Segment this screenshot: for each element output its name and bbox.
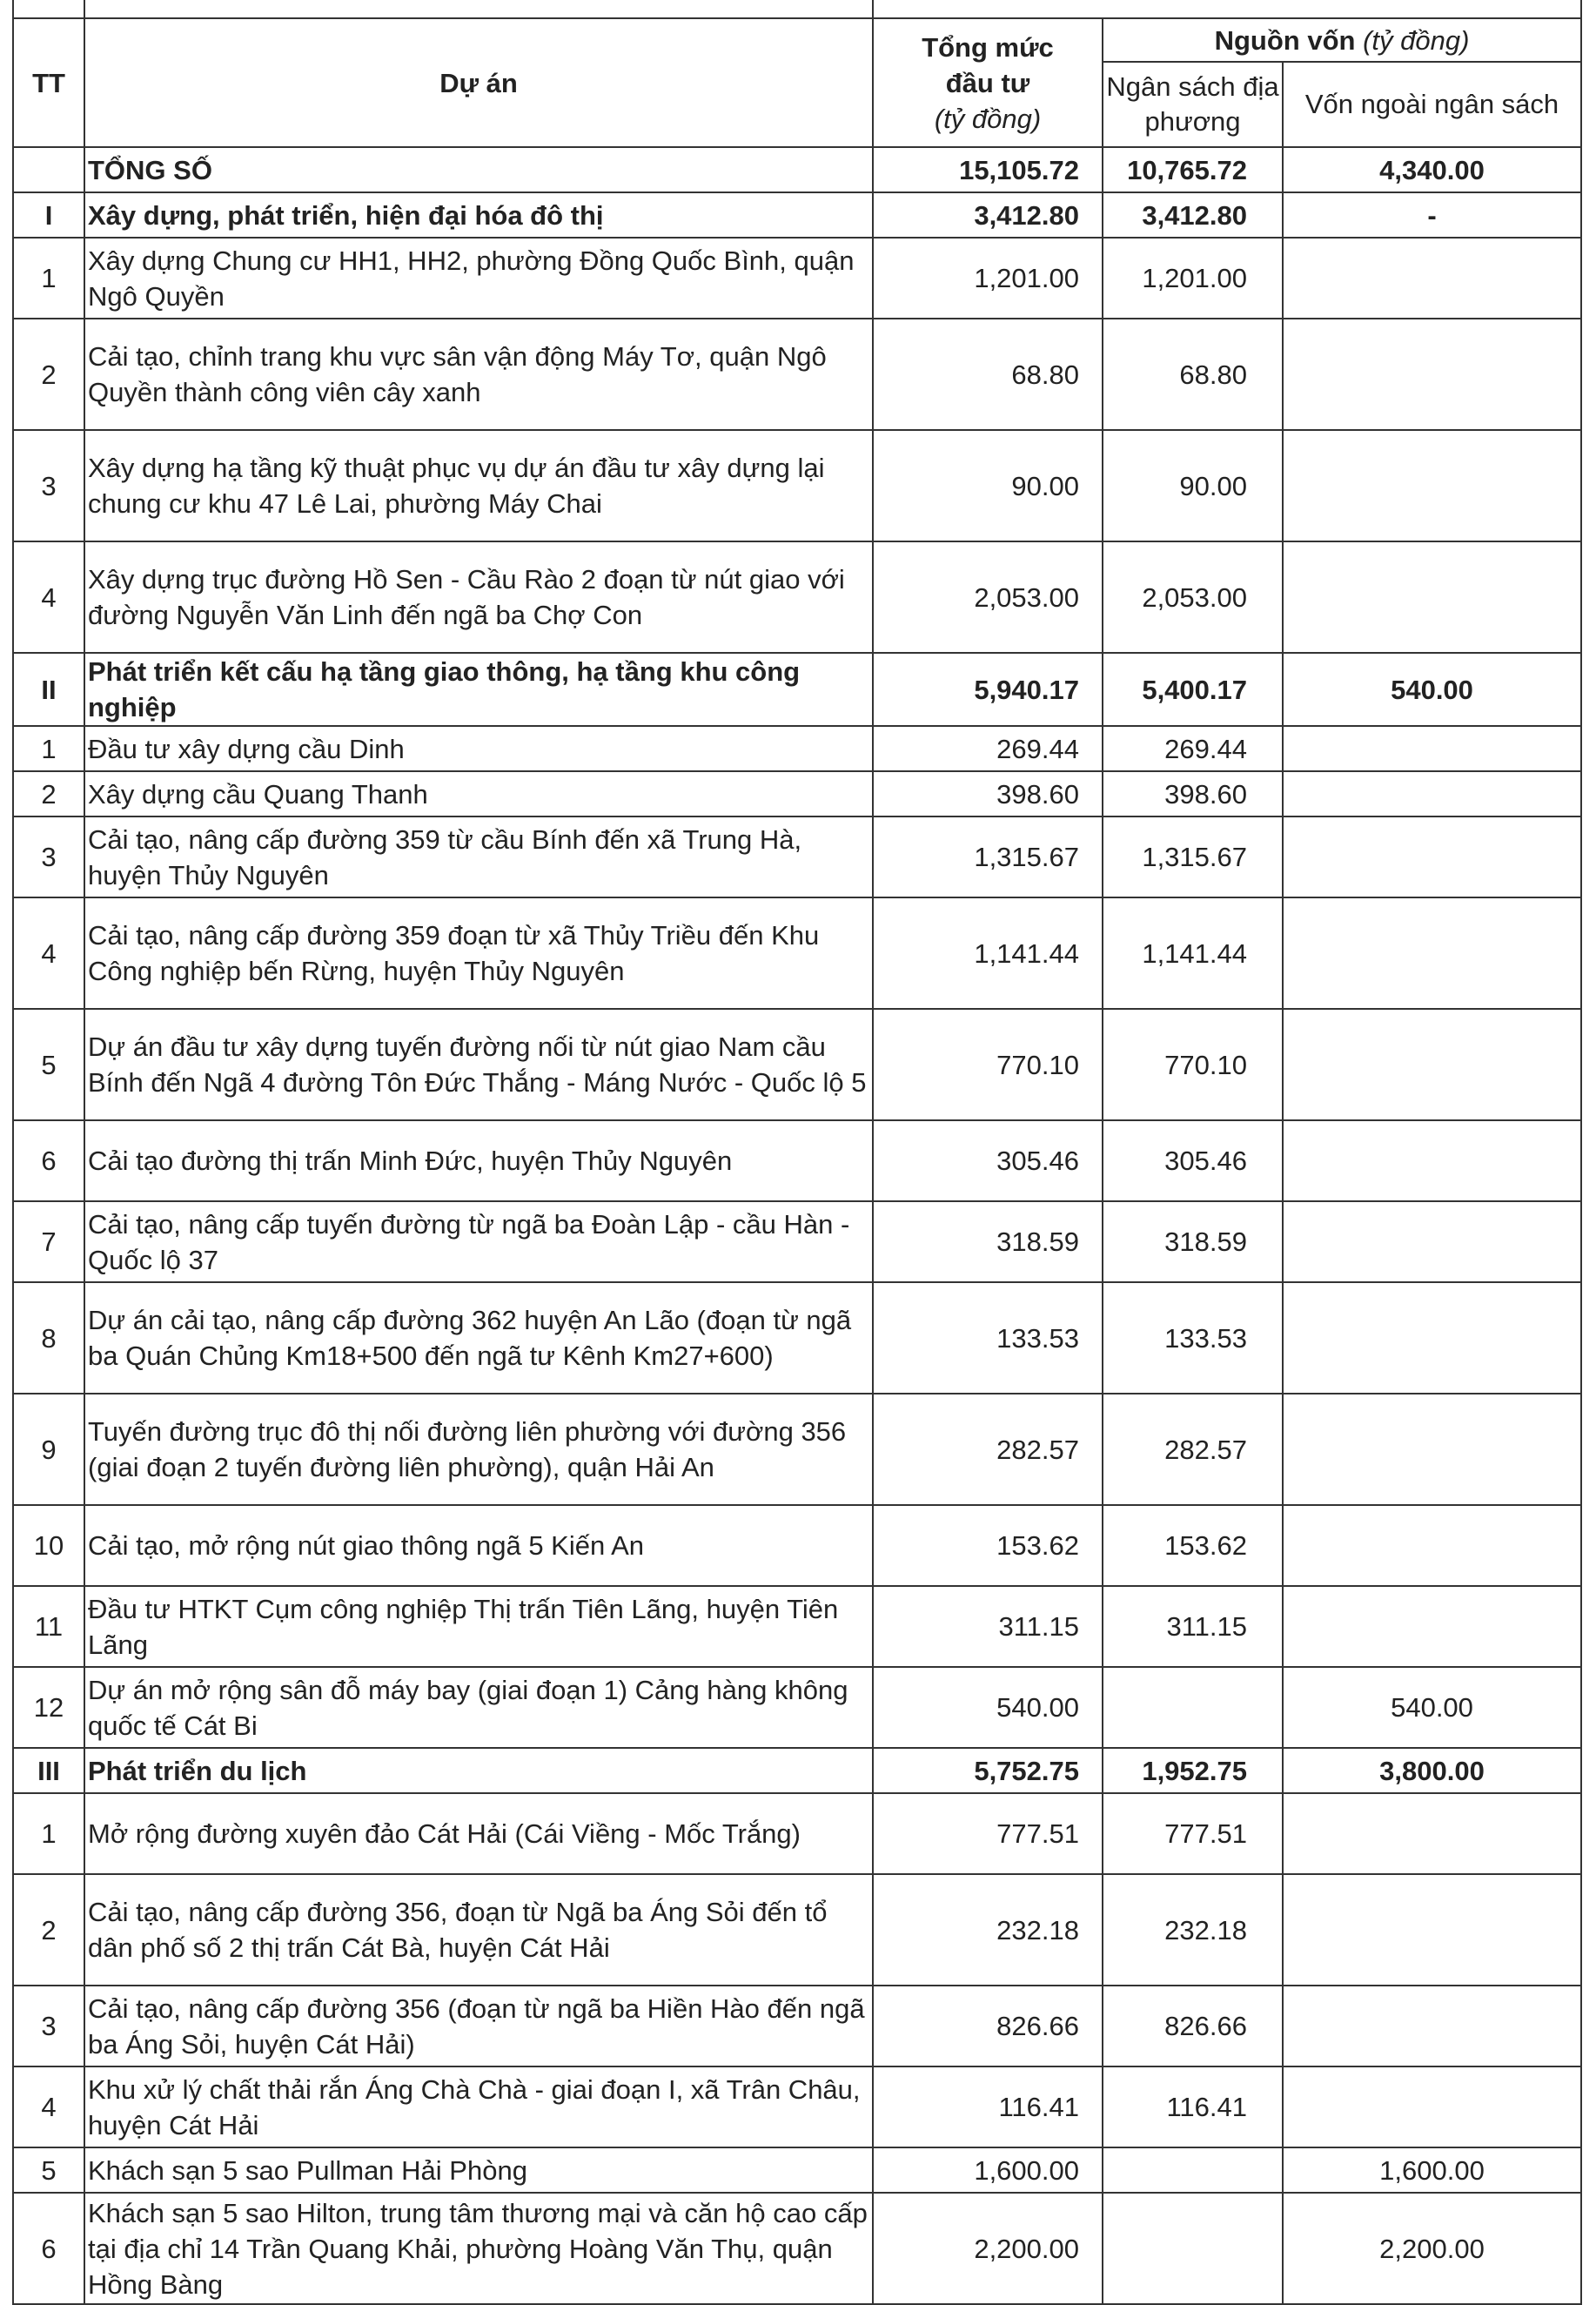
row-local: 90.00 xyxy=(1103,430,1283,541)
row-local: 68.80 xyxy=(1103,319,1283,430)
group-name: Phát triển kết cấu hạ tầng giao thông, hạ tầng khu công nghiệp xyxy=(84,653,873,726)
row-external xyxy=(1283,771,1581,816)
header-total-unit: (tỷ đồng) xyxy=(934,103,1042,134)
row-external xyxy=(1283,1201,1581,1282)
row-tt: 4 xyxy=(13,541,84,653)
group-name: Phát triển du lịch xyxy=(84,1748,873,1793)
row-total: 2,053.00 xyxy=(873,541,1103,653)
row-total: 770.10 xyxy=(873,1009,1103,1120)
row-external xyxy=(1283,238,1581,319)
total-local: 10,765.72 xyxy=(1103,147,1283,192)
row-tt: 3 xyxy=(13,1986,84,2066)
row-local: 1,315.67 xyxy=(1103,816,1283,897)
row-tt: 4 xyxy=(13,2066,84,2147)
row-tt: 8 xyxy=(13,1282,84,1394)
row-project-name: Cải tạo, nâng cấp đường 356 (đoạn từ ngã ba Hiền Hào đến ngã ba Áng Sỏi, huyện Cát Hải) xyxy=(84,1986,873,2066)
row-project-name: Tuyến đường trục đô thị nối đường liên phường với đường 356 (giai đoạn 2 tuyến đường liên phường), quận Hải An xyxy=(84,1394,873,1505)
header-non-budget: Vốn ngoài ngân sách xyxy=(1283,62,1581,147)
total-tt xyxy=(13,147,84,192)
table-row xyxy=(13,541,1581,653)
row-total: 311.15 xyxy=(873,1586,1103,1667)
table-row xyxy=(13,1201,1581,1282)
table-row xyxy=(13,1120,1581,1201)
row-external xyxy=(1283,1986,1581,2066)
group-total: 3,412.80 xyxy=(873,192,1103,238)
row-project-name: Mở rộng đường xuyên đảo Cát Hải (Cái Viềng - Mốc Trắng) xyxy=(84,1793,873,1874)
row-external xyxy=(1283,2066,1581,2147)
row-project-name: Khách sạn 5 sao Hilton, trung tâm thương mại và căn hộ cao cấp tại địa chỉ 14 Trần Quang Khải, phường Hoàng Văn Thụ, quận Hồng Bàng xyxy=(84,2193,873,2304)
row-tt: 12 xyxy=(13,1667,84,1748)
total-label: TỔNG SỐ xyxy=(84,147,873,192)
row-tt: 11 xyxy=(13,1586,84,1667)
group-local: 5,400.17 xyxy=(1103,653,1283,726)
row-external xyxy=(1283,1282,1581,1394)
row-tt: 7 xyxy=(13,1201,84,1282)
table-row xyxy=(13,1793,1581,1874)
table-row xyxy=(13,1586,1581,1667)
total-row xyxy=(13,147,1581,192)
row-total: 1,600.00 xyxy=(873,2147,1103,2193)
row-tt: 6 xyxy=(13,1120,84,1201)
row-external: 2,200.00 xyxy=(1283,2193,1581,2304)
header-total-investment xyxy=(873,18,1103,147)
table-row xyxy=(13,1986,1581,2066)
header-source-label: Nguồn vốn xyxy=(1214,24,1356,56)
row-project-name: Xây dựng trục đường Hồ Sen - Cầu Rào 2 đoạn từ nút giao với đường Nguyễn Văn Linh đến ngã ba Chợ Con xyxy=(84,541,873,653)
row-project-name: Cải tạo, mở rộng nút giao thông ngã 5 Kiến An xyxy=(84,1505,873,1586)
table-row xyxy=(13,1505,1581,1586)
row-project-name: Cải tạo, nâng cấp đường 356, đoạn từ Ngã ba Áng Sỏi đến tổ dân phố số 2 thị trấn Cát Bà, huyện Cát Hải xyxy=(84,1874,873,1986)
row-external xyxy=(1283,816,1581,897)
row-project-name: Xây dựng Chung cư HH1, HH2, phường Đồng Quốc Bình, quận Ngô Quyền xyxy=(84,238,873,319)
row-total: 153.62 xyxy=(873,1505,1103,1586)
row-tt: 2 xyxy=(13,319,84,430)
row-tt: 10 xyxy=(13,1505,84,1586)
row-tt: 5 xyxy=(13,2147,84,2193)
row-external xyxy=(1283,1874,1581,1986)
header-project: Dự án xyxy=(84,18,873,147)
row-project-name: Cải tạo đường thị trấn Minh Đức, huyện Thủy Nguyên xyxy=(84,1120,873,1201)
row-local: 1,201.00 xyxy=(1103,238,1283,319)
row-local: 2,053.00 xyxy=(1103,541,1283,653)
row-project-name: Cải tạo, chỉnh trang khu vực sân vận động Máy Tơ, quận Ngô Quyền thành công viên cây xanh xyxy=(84,319,873,430)
row-total: 1,315.67 xyxy=(873,816,1103,897)
group-external: 540.00 xyxy=(1283,653,1581,726)
group-row xyxy=(13,653,1581,726)
row-total: 269.44 xyxy=(873,726,1103,771)
table-row xyxy=(13,1667,1581,1748)
header-row xyxy=(13,18,1581,62)
row-total: 2,200.00 xyxy=(873,2193,1103,2304)
row-tt: 3 xyxy=(13,430,84,541)
row-external xyxy=(1283,1394,1581,1505)
row-external xyxy=(1283,897,1581,1009)
table-row xyxy=(13,1874,1581,1986)
table-row xyxy=(13,238,1581,319)
row-external xyxy=(1283,1009,1581,1120)
row-local xyxy=(1103,2193,1283,2304)
row-total: 90.00 xyxy=(873,430,1103,541)
row-total: 116.41 xyxy=(873,2066,1103,2147)
row-local: 826.66 xyxy=(1103,1986,1283,2066)
total-external: 4,340.00 xyxy=(1283,147,1581,192)
table-row xyxy=(13,1009,1581,1120)
row-external xyxy=(1283,430,1581,541)
row-total: 68.80 xyxy=(873,319,1103,430)
row-local: 269.44 xyxy=(1103,726,1283,771)
group-total: 5,940.17 xyxy=(873,653,1103,726)
row-tt: 9 xyxy=(13,1394,84,1505)
table-row xyxy=(13,2193,1581,2304)
row-local xyxy=(1103,2147,1283,2193)
row-total: 282.57 xyxy=(873,1394,1103,1505)
row-external xyxy=(1283,319,1581,430)
row-tt: 4 xyxy=(13,897,84,1009)
row-local: 311.15 xyxy=(1103,1586,1283,1667)
row-tt: 1 xyxy=(13,238,84,319)
row-external xyxy=(1283,1120,1581,1201)
row-project-name: Xây dựng hạ tầng kỹ thuật phục vụ dự án đầu tư xây dựng lại chung cư khu 47 Lê Lai, phường Máy Chai xyxy=(84,430,873,541)
header-total-line2: đầu tư xyxy=(945,67,1030,98)
group-row xyxy=(13,1748,1581,1793)
row-local xyxy=(1103,1667,1283,1748)
investment-table xyxy=(12,17,1582,2305)
row-total: 1,141.44 xyxy=(873,897,1103,1009)
row-project-name: Xây dựng cầu Quang Thanh xyxy=(84,771,873,816)
group-tt: III xyxy=(13,1748,84,1793)
row-tt: 3 xyxy=(13,816,84,897)
row-local: 116.41 xyxy=(1103,2066,1283,2147)
row-local: 153.62 xyxy=(1103,1505,1283,1586)
row-tt: 2 xyxy=(13,1874,84,1986)
row-tt: 2 xyxy=(13,771,84,816)
row-local: 777.51 xyxy=(1103,1793,1283,1874)
row-total: 305.46 xyxy=(873,1120,1103,1201)
table-row xyxy=(13,430,1581,541)
row-external xyxy=(1283,1793,1581,1874)
row-tt: 6 xyxy=(13,2193,84,2304)
table-row xyxy=(13,897,1581,1009)
group-tt: I xyxy=(13,192,84,238)
row-tt: 5 xyxy=(13,1009,84,1120)
row-local: 133.53 xyxy=(1103,1282,1283,1394)
table-row xyxy=(13,1282,1581,1394)
header-source-unit: (tỷ đồng) xyxy=(1363,24,1470,56)
row-project-name: Dự án mở rộng sân đỗ máy bay (giai đoạn 1) Cảng hàng không quốc tế Cát Bi xyxy=(84,1667,873,1748)
table-top-continuation xyxy=(0,0,1596,17)
table-row xyxy=(13,2147,1581,2193)
row-total: 232.18 xyxy=(873,1874,1103,1986)
row-external xyxy=(1283,1505,1581,1586)
group-row xyxy=(13,192,1581,238)
table-row xyxy=(13,1394,1581,1505)
row-project-name: Khách sạn 5 sao Pullman Hải Phòng xyxy=(84,2147,873,2193)
table-row xyxy=(13,319,1581,430)
row-project-name: Đầu tư HTKT Cụm công nghiệp Thị trấn Tiên Lãng, huyện Tiên Lãng xyxy=(84,1586,873,1667)
group-local: 3,412.80 xyxy=(1103,192,1283,238)
row-local: 770.10 xyxy=(1103,1009,1283,1120)
row-external: 1,600.00 xyxy=(1283,2147,1581,2193)
row-project-name: Cải tạo, nâng cấp đường 359 từ cầu Bính đến xã Trung Hà, huyện Thủy Nguyên xyxy=(84,816,873,897)
group-total: 5,752.75 xyxy=(873,1748,1103,1793)
group-name: Xây dựng, phát triển, hiện đại hóa đô thị xyxy=(84,192,873,238)
row-local: 318.59 xyxy=(1103,1201,1283,1282)
header-local-budget: Ngân sách địa phương xyxy=(1103,62,1283,147)
total-investment: 15,105.72 xyxy=(873,147,1103,192)
row-external: 540.00 xyxy=(1283,1667,1581,1748)
row-total: 826.66 xyxy=(873,1986,1103,2066)
row-project-name: Khu xử lý chất thải rắn Áng Chà Chà - giai đoạn I, xã Trân Châu, huyện Cát Hải xyxy=(84,2066,873,2147)
row-local: 1,141.44 xyxy=(1103,897,1283,1009)
row-tt: 1 xyxy=(13,1793,84,1874)
row-external xyxy=(1283,726,1581,771)
row-total: 777.51 xyxy=(873,1793,1103,1874)
row-local: 305.46 xyxy=(1103,1120,1283,1201)
row-local: 282.57 xyxy=(1103,1394,1283,1505)
table-row xyxy=(13,771,1581,816)
row-total: 1,201.00 xyxy=(873,238,1103,319)
row-project-name: Cải tạo, nâng cấp tuyến đường từ ngã ba Đoàn Lập - cầu Hàn - Quốc lộ 37 xyxy=(84,1201,873,1282)
row-external xyxy=(1283,541,1581,653)
row-total: 540.00 xyxy=(873,1667,1103,1748)
row-external xyxy=(1283,1586,1581,1667)
table-row xyxy=(13,816,1581,897)
row-project-name: Dự án đầu tư xây dựng tuyến đường nối từ nút giao Nam cầu Bính đến Ngã 4 đường Tôn Đức Thắng - Máng Nước - Quốc lộ 5 xyxy=(84,1009,873,1120)
header-tt: TT xyxy=(13,18,84,147)
group-local: 1,952.75 xyxy=(1103,1748,1283,1793)
row-project-name: Đầu tư xây dựng cầu Dinh xyxy=(84,726,873,771)
header-funding-source xyxy=(1103,18,1581,62)
group-tt: II xyxy=(13,653,84,726)
row-local: 398.60 xyxy=(1103,771,1283,816)
row-total: 398.60 xyxy=(873,771,1103,816)
group-external: 3,800.00 xyxy=(1283,1748,1581,1793)
row-total: 133.53 xyxy=(873,1282,1103,1394)
group-external: - xyxy=(1283,192,1581,238)
row-tt: 1 xyxy=(13,726,84,771)
row-local: 232.18 xyxy=(1103,1874,1283,1986)
row-project-name: Cải tạo, nâng cấp đường 359 đoạn từ xã Thủy Triều đến Khu Công nghiệp bến Rừng, huyện Thủy Nguyên xyxy=(84,897,873,1009)
table-row xyxy=(13,726,1581,771)
row-total: 318.59 xyxy=(873,1201,1103,1282)
header-total-line1: Tổng mức xyxy=(922,31,1054,63)
row-project-name: Dự án cải tạo, nâng cấp đường 362 huyện An Lão (đoạn từ ngã ba Quán Chủng Km18+500 đến ngã tư Kênh Km27+600) xyxy=(84,1282,873,1394)
table-row xyxy=(13,2066,1581,2147)
